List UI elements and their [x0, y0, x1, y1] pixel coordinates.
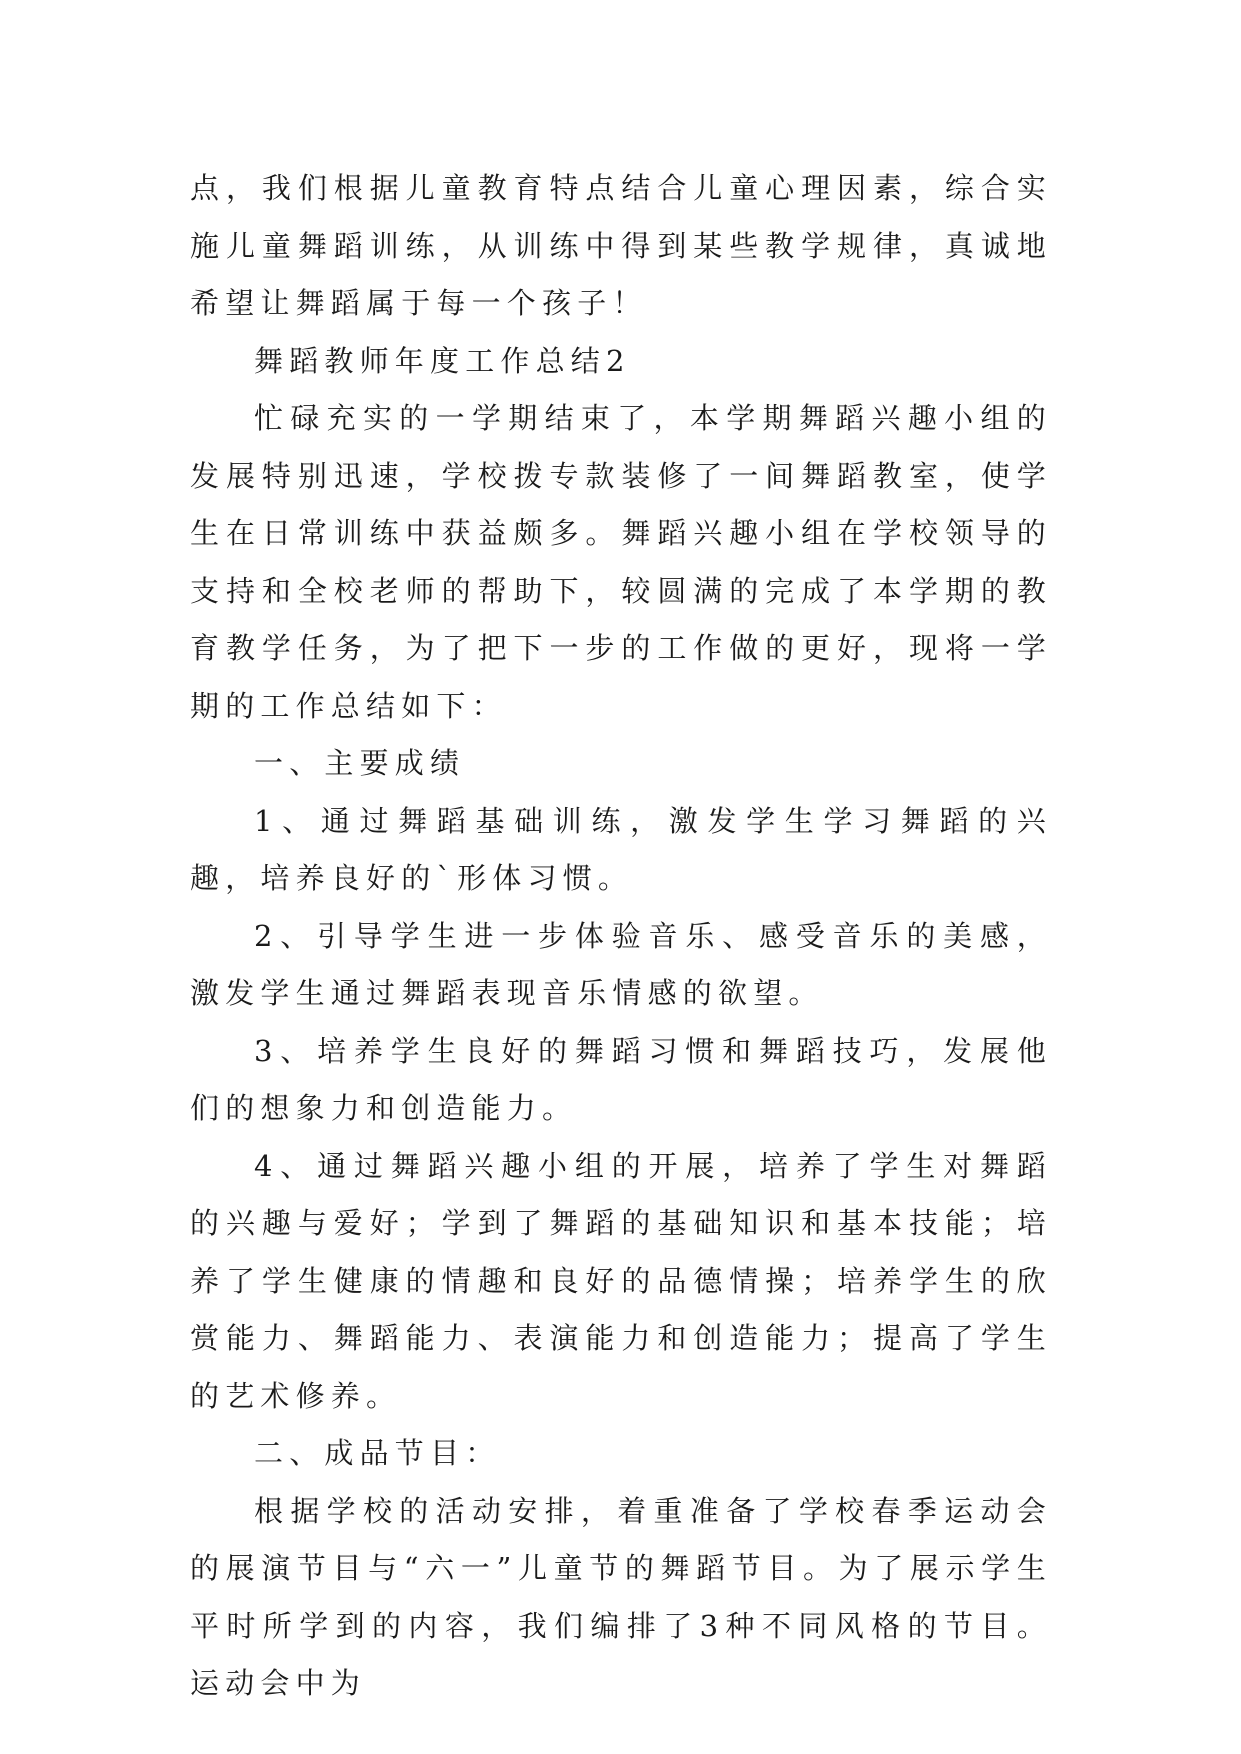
list-item-1: 1、通过舞蹈基础训练，激发学生学习舞蹈的兴趣，培养良好的`形体习惯。 — [190, 803, 1052, 895]
list-item-2: 2、引导学生进一步体验音乐、感受音乐的美感，激发学生通过舞蹈表现音乐情感的欲望。 — [190, 918, 1052, 1010]
list-item-3: 3、培养学生良好的舞蹈习惯和舞蹈技巧，发展他们的想象力和创造能力。 — [190, 1033, 1052, 1125]
list-item-4: 4、通过舞蹈兴趣小组的开展，培养了学生对舞蹈的兴趣与爱好；学到了舞蹈的基础知识和基本技能；培养了学生健康的情趣和良好的品德情操；培养学生的欣赏能力、舞蹈能力、表演能力和创造能力；提高了学生的艺术修养。 — [190, 1148, 1052, 1413]
document-body — [190, 160, 1052, 1713]
paragraph-continuation: 点，我们根据儿童教育特点结合儿童心理因素，综合实施儿童舞蹈训练，从训练中得到某些教学规律，真诚地希望让舞蹈属于每一个孩子！ — [190, 171, 1052, 320]
paragraph-intro: 忙碌充实的一学期结束了，本学期舞蹈兴趣小组的发展特别迅速，学校拨专款装修了一间舞蹈教室，使学生在日常训练中获益颇多。舞蹈兴趣小组在学校领导的支持和全校老师的帮助下，较圆满的完成了本学期的教育教学任务，为了把下一步的工作做的更好，现将一学期的工作总结如下： — [190, 401, 1052, 723]
heading-main-achievements: 一、主要成绩 — [254, 746, 466, 780]
paragraph-programs: 根据学校的活动安排，着重准备了学校春季运动会的展演节目与“六一”儿童节的舞蹈节目。为了展示学生平时所学到的内容，我们编排了3种不同风格的节目。运动会中为 — [190, 1493, 1052, 1700]
section-title: 舞蹈教师年度工作总结2 — [254, 343, 631, 378]
heading-programs: 二、成品节目： — [254, 1436, 501, 1470]
